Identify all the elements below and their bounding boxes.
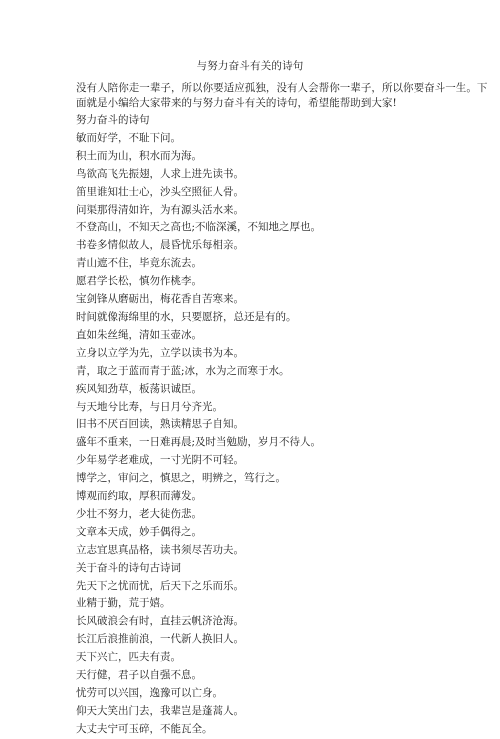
intro-line: 面就是小编给大家带来的与努力奋斗有关的诗句，希望能帮助到大家! xyxy=(76,97,397,109)
poem-line: 立身以立学为先，立学以读书为本。 xyxy=(76,346,244,359)
poem-line: 疾风知劲草，板荡识诚臣。 xyxy=(76,382,202,395)
poem-line: 大丈夫宁可玉碎，不能瓦全。 xyxy=(76,722,213,735)
poem-line: 鸟欲高飞先振翅，人求上进先读书。 xyxy=(76,167,244,180)
poem-line: 长风破浪会有时，直挂云帆济沧海。 xyxy=(76,615,244,628)
section-heading: 关于奋斗的诗句古诗词 xyxy=(76,561,181,574)
poem-line: 旧书不厌百回读，熟读精思子自知。 xyxy=(76,418,244,431)
poem-line: 文章本天成，妙手偶得之。 xyxy=(76,525,202,538)
poem-line: 博观而约取，厚积而薄发。 xyxy=(76,490,202,503)
intro-line: 没有人陪你走一辈子，所以你要适应孤独，没有人会帮你一辈子，所以你要奋斗一生。下 xyxy=(76,82,488,94)
poem-line: 宝剑锋从磨砺出，梅花香自苦寒来。 xyxy=(76,293,244,306)
poem-line: 直如朱丝绳，清如玉壶冰。 xyxy=(76,328,202,341)
poem-line: 青山遮不住，毕竟东流去。 xyxy=(76,257,202,270)
poem-line: 时间就像海绵里的水，只要愿挤，总还是有的。 xyxy=(76,310,297,323)
intro-paragraph xyxy=(76,81,488,111)
poem-line: 立志宜思真品格，读书须尽苦功夫。 xyxy=(76,543,244,556)
poem-line: 愿君学长松，慎勿作桃李。 xyxy=(76,275,202,288)
poem-line: 问渠那得清如许，为有源头活水来。 xyxy=(76,203,244,216)
page-title: 与努力奋斗有关的诗句 xyxy=(196,60,304,72)
poem-line: 忧劳可以兴国，逸豫可以亡身。 xyxy=(76,687,223,699)
poem-line: 业精于勤，荒于嬉。 xyxy=(76,597,171,610)
poem-line: 少年易学老难成，一寸光阴不可轻。 xyxy=(76,454,244,467)
poem-line: 笛里谁知壮士心，沙头空照征人骨。 xyxy=(76,185,244,198)
poem-line: 书卷多情似故人，晨昏忧乐每相亲。 xyxy=(76,239,244,252)
poem-line: 与天地兮比寿，与日月兮齐光。 xyxy=(76,400,223,413)
poem-line: 先天下之忧而忧，后天下之乐而乐。 xyxy=(76,579,244,592)
poem-line: 少壮不努力，老大徒伤悲。 xyxy=(76,507,202,520)
poem-line: 盛年不重来，一日难再晨;及时当勉励，岁月不待人。 xyxy=(76,436,322,449)
poem-line: 青，取之于蓝而青于蓝;冰，水为之而寒于水。 xyxy=(76,364,290,377)
section-heading: 努力奋斗的诗句 xyxy=(76,114,150,126)
poem-line: 天下兴亡，匹夫有责。 xyxy=(76,651,181,664)
poem-line: 博学之，审问之，慎思之，明辨之，笃行之。 xyxy=(76,472,286,485)
poem-line: 长江后浪推前浪，一代新人换旧人。 xyxy=(76,633,244,646)
poem-lines xyxy=(76,112,432,739)
poem-line: 积土而为山，积水而为海。 xyxy=(76,149,202,162)
poem-line: 不登高山，不知天之高也;不临深溪，不知地之厚也。 xyxy=(76,221,322,234)
poem-line: 敏而好学，不耻下问。 xyxy=(76,131,181,144)
poem-line: 天行健，君子以自强不息。 xyxy=(76,669,202,682)
poem-line: 仰天大笑出门去，我辈岂是蓬蒿人。 xyxy=(76,704,244,717)
